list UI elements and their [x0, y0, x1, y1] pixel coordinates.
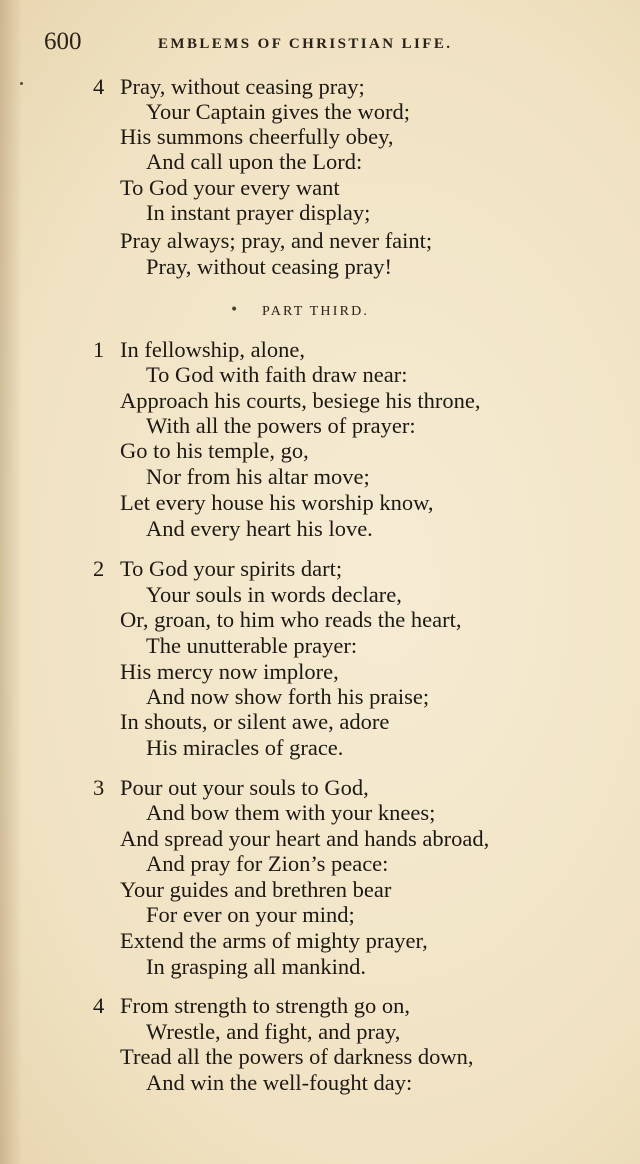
page-header	[44, 28, 604, 62]
verse-line: The unutterable prayer:	[146, 633, 358, 658]
verse-line: His summons cheerfully obey,	[120, 124, 394, 149]
verse-line: In grasping all mankind.	[146, 954, 366, 979]
verse-line: To God with faith draw near:	[146, 362, 408, 387]
verse-line: His mercy now implore,	[120, 659, 339, 684]
verse-line: Pray, without ceasing pray!	[146, 254, 392, 279]
verse-line: For ever on your mind;	[146, 902, 355, 927]
verse-line: His miracles of grace.	[146, 735, 344, 760]
verse-line: Your Captain gives the word;	[146, 99, 410, 124]
verse-line: Extend the arms of mighty prayer,	[120, 928, 428, 953]
verse-line: And now show forth his praise;	[146, 684, 430, 709]
section-bullet: •	[230, 302, 239, 318]
verse-line: Your souls in words declare,	[146, 582, 402, 607]
verse-number: 1	[93, 337, 105, 362]
verse-line: Nor from his altar move;	[146, 464, 370, 489]
verse-line: Your guides and brethren bear	[120, 877, 392, 902]
verse-line: Tread all the powers of darkness down,	[120, 1044, 474, 1069]
verse-number: 4	[93, 74, 105, 99]
verse-number: 3	[93, 775, 105, 800]
paper-speck	[20, 82, 23, 85]
verse-line: And pray for Zion’s peace:	[146, 851, 389, 876]
verse-line: And spread your heart and hands abroad,	[120, 826, 490, 851]
verse-line: And call upon the Lord:	[146, 149, 363, 174]
section-heading: PART THIRD.	[262, 304, 370, 319]
verse-line: Wrestle, and fight, and pray,	[146, 1019, 401, 1044]
page-gutter-shadow	[0, 0, 22, 1164]
verse-line: Pray, without ceasing pray;	[120, 74, 365, 99]
verse-line: Pour out your souls to God,	[120, 775, 369, 800]
verse-line: In shouts, or silent awe, adore	[120, 709, 390, 734]
verse-line: To God your spirits dart;	[120, 556, 343, 581]
verse-number: 4	[93, 993, 105, 1018]
verse-line: Go to his temple, go,	[120, 438, 309, 463]
verse-line: And every heart his love.	[146, 516, 373, 541]
verse-line: In instant prayer display;	[146, 200, 371, 225]
verse-line: In fellowship, alone,	[120, 337, 305, 362]
verse-line: To God your every want	[120, 175, 340, 200]
verse-line: With all the powers of prayer:	[146, 413, 416, 438]
verse-line: From strength to strength go on,	[120, 993, 410, 1018]
verse-line: Pray always; pray, and never faint;	[120, 228, 433, 253]
running-head: EMBLEMS OF CHRISTIAN LIFE.	[158, 36, 453, 52]
verse-line: And bow them with your knees;	[146, 800, 436, 825]
verse-line: And win the well-fought day:	[146, 1070, 413, 1095]
verse-number: 2	[93, 556, 105, 581]
verse-line: Let every house his worship know,	[120, 490, 434, 515]
page-number: 600	[44, 28, 82, 55]
verse-line: Or, groan, to him who reads the heart,	[120, 607, 462, 632]
verse-line: Approach his courts, besiege his throne,	[120, 388, 481, 413]
